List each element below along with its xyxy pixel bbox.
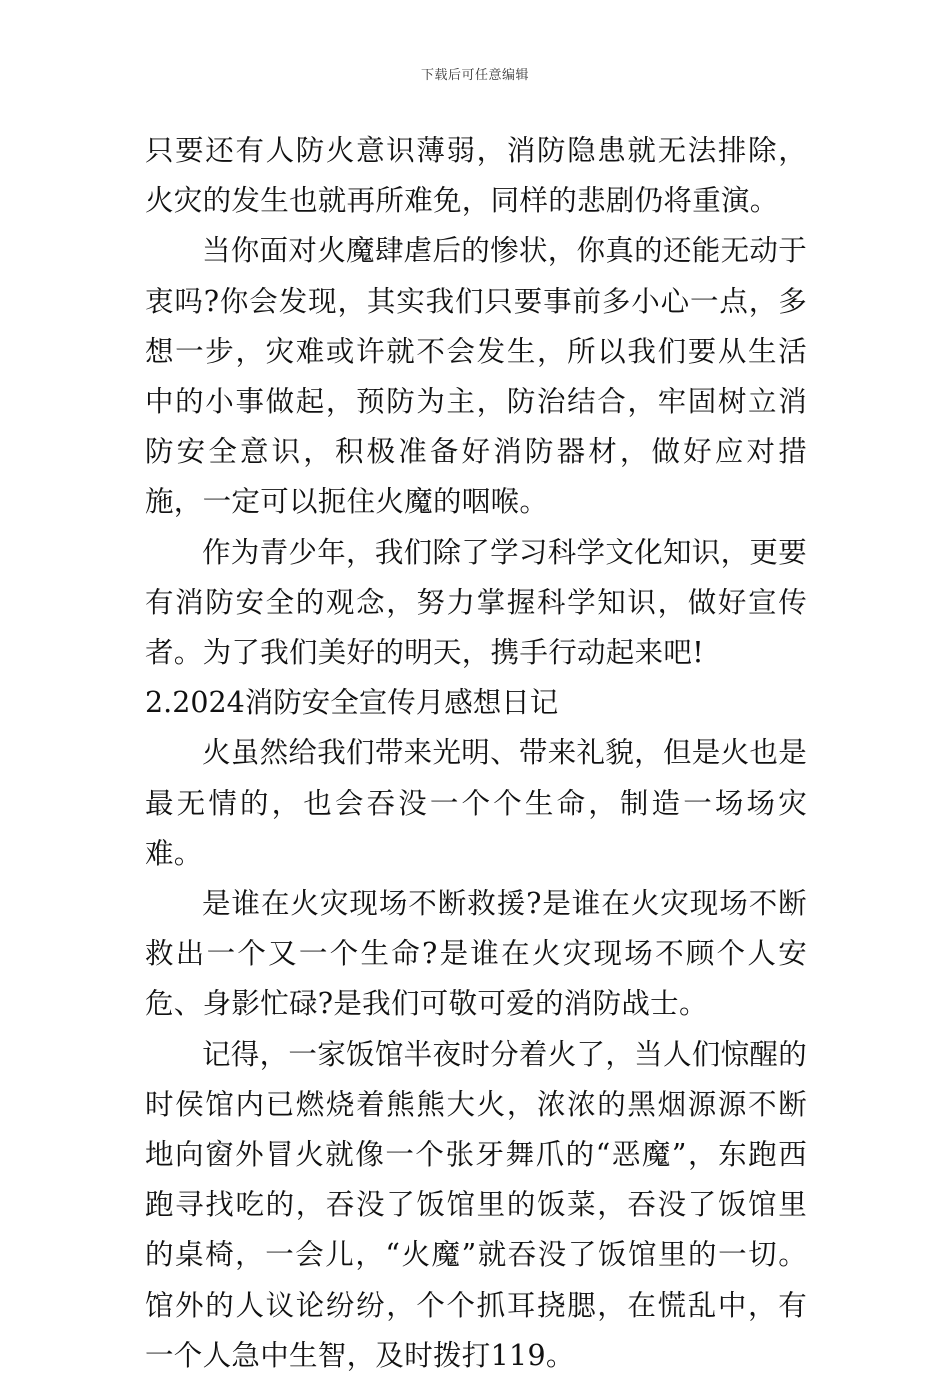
paragraph-fire-intro: 火虽然给我们带来光明、带来礼貌，但是火也是最无情的，也会吞没一个个生命，制造一场场灾难。: [145, 736, 807, 870]
page-header: 下载后可任意编辑: [420, 68, 529, 83]
section-heading: 2.2024消防安全宣传月感想日记: [145, 686, 559, 720]
paragraph-continuation: 只要还有人防火意识薄弱，消防隐患就无法排除，火灾的发生也就再所难免，同样的悲剧仍将重演。: [145, 134, 807, 218]
paragraph-restaurant-fire: 记得，一家饭馆半夜时分着火了，当人们惊醒的时侯馆内已燃烧着熊熊大火，浓浓的黑烟源源不断地向窗外冒火就像一个张牙舞爪的“恶魔”，东跑西跑寻找吃的，吞没了饭馆里的饭菜，吞没了饭馆里的桌椅，一会儿，“火魔”就吞没了饭馆里的一切。馆外的人议论纷纷，个个抓耳挠腮，在慌乱中，有一个人急中生智，及时拨打119。: [145, 1037, 807, 1372]
document-body: [145, 126, 807, 1381]
paragraph-youth-call: 作为青少年，我们除了学习科学文化知识，更要有消防安全的观念，努力掌握科学知识，做好宣传者。为了我们美好的明天，携手行动起来吧!: [145, 535, 807, 670]
paragraph-firefighters: 是谁在火灾现场不断救援?是谁在火灾现场不断救出一个又一个生命?是谁在火灾现场不顾个人安危、身影忙碌?是我们可敬可爱的消防战士。: [145, 887, 807, 1021]
paragraph-fire-aftermath: 当你面对火魔肆虐后的惨状，你真的还能无动于衷吗?你会发现，其实我们只要事前多小心一点，多想一步，灾难或许就不会发生，所以我们要从生活中的小事做起，预防为主，防治结合，牢固树立消防安全意识，积极准备好消防器材，做好应对措施，一定可以扼住火魔的咽喉。: [145, 234, 807, 519]
